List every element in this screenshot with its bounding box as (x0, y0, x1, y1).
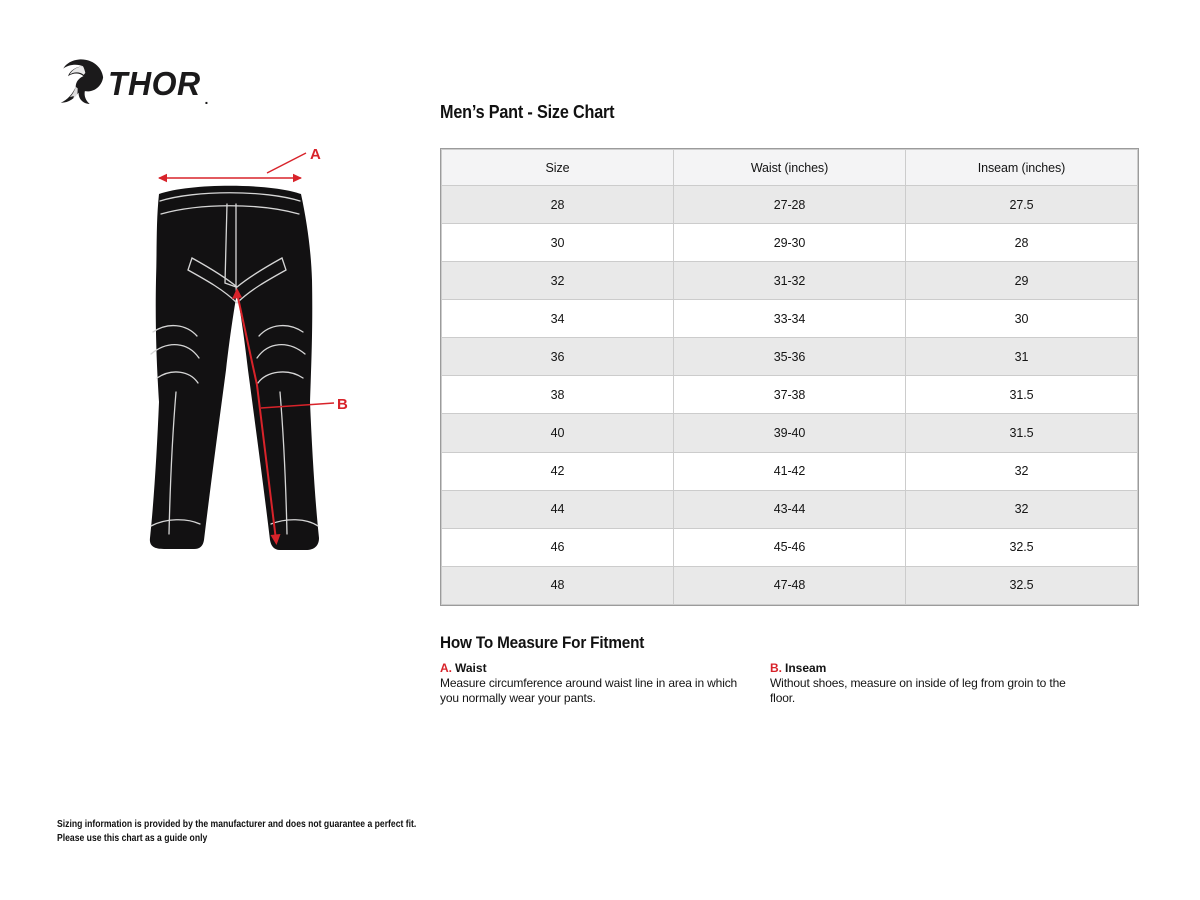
size-cell: 32 (442, 262, 674, 300)
waist-cell: 35-36 (674, 338, 906, 376)
size-cell: 34 (442, 300, 674, 338)
brand-trademark-dot: . (204, 91, 209, 107)
disclaimer-line-2: Please use this chart as a guide only (57, 831, 208, 844)
measure-waist-label (440, 661, 752, 675)
inseam-cell: 31.5 (906, 376, 1138, 414)
brand-wordmark: THOR (108, 64, 201, 102)
inseam-cell: 29 (906, 262, 1138, 300)
size-cell: 46 (442, 528, 674, 566)
table-row (442, 490, 1138, 528)
inseam-label-b: B (337, 396, 348, 413)
thor-goat-icon (56, 56, 106, 110)
size-cell: 42 (442, 452, 674, 490)
measure-item-waist (440, 661, 752, 706)
waist-label-connector (267, 153, 306, 173)
how-to-measure-title: How To Measure For Fitment (440, 633, 645, 652)
sizing-disclaimer (57, 818, 416, 845)
table-row (442, 414, 1138, 452)
brand-logo (56, 56, 208, 110)
size-table-container (440, 148, 1139, 606)
waist-cell: 43-44 (674, 490, 906, 528)
measure-inseam-label (770, 661, 1070, 675)
waist-cell: 47-48 (674, 566, 906, 604)
inseam-cell: 32.5 (906, 528, 1138, 566)
measure-waist-name: Waist (455, 661, 487, 675)
size-cell: 48 (442, 566, 674, 604)
waist-cell: 29-30 (674, 224, 906, 262)
table-row (442, 566, 1138, 604)
pants-measurement-diagram (140, 140, 360, 570)
pants-silhouette (150, 186, 319, 550)
table-row (442, 186, 1138, 224)
header-size: Size (442, 150, 674, 186)
waist-cell: 27-28 (674, 186, 906, 224)
table-row (442, 224, 1138, 262)
size-cell: 38 (442, 376, 674, 414)
inseam-cell: 31 (906, 338, 1138, 376)
header-waist: Waist (inches) (674, 150, 906, 186)
inseam-cell: 32.5 (906, 566, 1138, 604)
waist-cell: 39-40 (674, 414, 906, 452)
measure-waist-description: Measure circumference around waist line in area in which you normally wear your pants. (440, 676, 738, 705)
table-row (442, 452, 1138, 490)
waist-cell: 37-38 (674, 376, 906, 414)
measure-inseam-key: B. (770, 661, 782, 675)
size-chart-title: Men’s Pant - Size Chart (440, 102, 615, 122)
measure-waist-key: A. (440, 661, 452, 675)
table-row (442, 338, 1138, 376)
size-cell: 40 (442, 414, 674, 452)
table-row (442, 376, 1138, 414)
measure-inseam-name: Inseam (785, 661, 827, 675)
header-inseam: Inseam (inches) (906, 150, 1138, 186)
waist-cell: 41-42 (674, 452, 906, 490)
inseam-cell: 27.5 (906, 186, 1138, 224)
inseam-cell: 28 (906, 224, 1138, 262)
table-row (442, 528, 1138, 566)
inseam-cell: 31.5 (906, 414, 1138, 452)
waist-cell: 45-46 (674, 528, 906, 566)
waist-cell: 31-32 (674, 262, 906, 300)
size-cell: 36 (442, 338, 674, 376)
measure-inseam-description: Without shoes, measure on inside of leg from groin to the floor. (770, 676, 1066, 705)
inseam-cell: 32 (906, 490, 1138, 528)
size-table (441, 149, 1138, 605)
table-row (442, 300, 1138, 338)
table-row (442, 262, 1138, 300)
size-cell: 30 (442, 224, 674, 262)
size-cell: 44 (442, 490, 674, 528)
disclaimer-line-1: Sizing information is provided by the manufacturer and does not guarantee a perfect fit. (57, 818, 417, 830)
waist-label-a: A (310, 146, 321, 163)
inseam-cell: 30 (906, 300, 1138, 338)
inseam-cell: 32 (906, 452, 1138, 490)
waist-cell: 33-34 (674, 300, 906, 338)
size-cell: 28 (442, 186, 674, 224)
measure-item-inseam (770, 661, 1070, 706)
table-header-row (442, 150, 1138, 186)
